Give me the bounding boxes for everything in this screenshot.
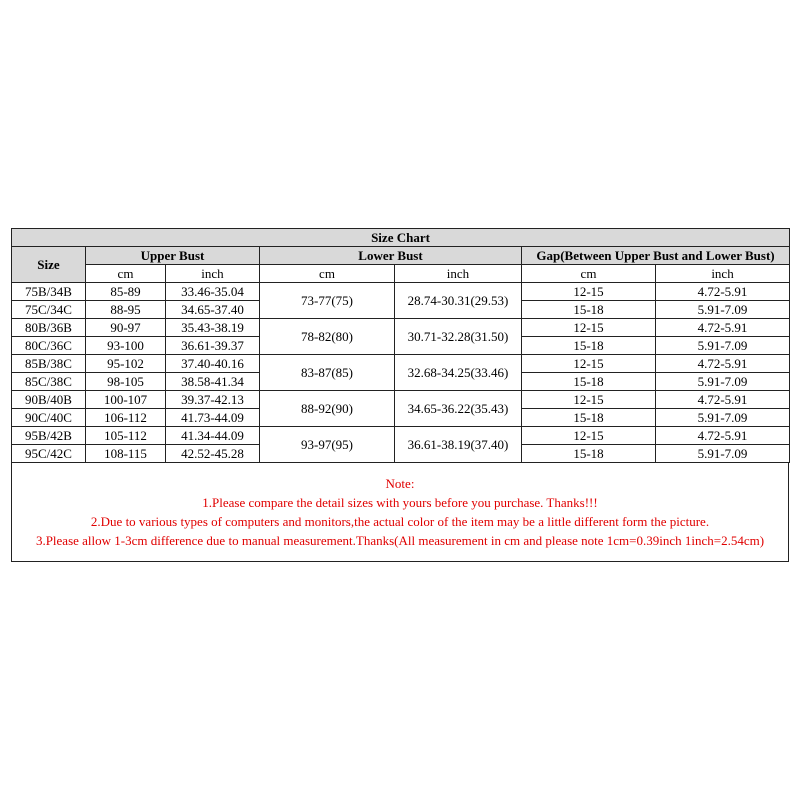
cell-size: 90B/40B	[12, 391, 86, 409]
cell-gap-inch: 5.91-7.09	[656, 373, 790, 391]
table-row	[12, 427, 790, 445]
cell-size: 75B/34B	[12, 283, 86, 301]
cell-gap-inch: 4.72-5.91	[656, 355, 790, 373]
notes-box	[11, 463, 789, 562]
cell-gap-inch: 5.91-7.09	[656, 301, 790, 319]
subheader-lower-inch: inch	[395, 265, 522, 283]
cell-size: 85C/38C	[12, 373, 86, 391]
cell-upper-cm: 93-100	[86, 337, 166, 355]
cell-size: 80C/36C	[12, 337, 86, 355]
cell-upper-inch: 41.73-44.09	[166, 409, 260, 427]
cell-gap-cm: 15-18	[522, 409, 656, 427]
note-title: Note:	[385, 476, 415, 491]
cell-gap-inch: 4.72-5.91	[656, 427, 790, 445]
cell-size: 75C/34C	[12, 301, 86, 319]
cell-upper-cm: 95-102	[86, 355, 166, 373]
table-title: Size Chart	[12, 229, 790, 247]
cell-upper-inch: 34.65-37.40	[166, 301, 260, 319]
note-line-3: 3.Please allow 1-3cm difference due to manual measurement.Thanks(All measurement in cm and please note 1cm=0.39inch 1inch=2.54cm)	[35, 533, 765, 548]
header-lower-bust: Lower Bust	[260, 247, 522, 265]
subheader-upper-inch: inch	[166, 265, 260, 283]
cell-upper-inch: 39.37-42.13	[166, 391, 260, 409]
cell-lower-cm: 88-92(90)	[260, 391, 395, 427]
subheader-gap-inch: inch	[656, 265, 790, 283]
cell-gap-cm: 15-18	[522, 373, 656, 391]
cell-upper-inch: 36.61-39.37	[166, 337, 260, 355]
cell-upper-inch: 37.40-40.16	[166, 355, 260, 373]
subheader-upper-cm: cm	[86, 265, 166, 283]
cell-gap-inch: 5.91-7.09	[656, 337, 790, 355]
subheader-lower-cm: cm	[260, 265, 395, 283]
cell-lower-cm: 78-82(80)	[260, 319, 395, 355]
cell-gap-cm: 12-15	[522, 427, 656, 445]
cell-upper-inch: 35.43-38.19	[166, 319, 260, 337]
cell-upper-inch: 38.58-41.34	[166, 373, 260, 391]
note-line-2: 2.Due to various types of computers and monitors,the actual color of the item may be a little different form the picture.	[90, 514, 710, 529]
cell-size: 85B/38C	[12, 355, 86, 373]
cell-upper-cm: 98-105	[86, 373, 166, 391]
cell-lower-inch: 32.68-34.25(33.46)	[395, 355, 522, 391]
cell-gap-cm: 12-15	[522, 319, 656, 337]
cell-lower-cm: 73-77(75)	[260, 283, 395, 319]
cell-lower-cm: 83-87(85)	[260, 355, 395, 391]
cell-upper-cm: 108-115	[86, 445, 166, 463]
cell-gap-cm: 15-18	[522, 445, 656, 463]
cell-upper-inch: 42.52-45.28	[166, 445, 260, 463]
size-table	[11, 228, 790, 463]
cell-gap-cm: 15-18	[522, 337, 656, 355]
cell-upper-cm: 106-112	[86, 409, 166, 427]
cell-size: 90C/40C	[12, 409, 86, 427]
cell-gap-inch: 5.91-7.09	[656, 445, 790, 463]
cell-upper-cm: 90-97	[86, 319, 166, 337]
cell-upper-cm: 100-107	[86, 391, 166, 409]
cell-gap-cm: 15-18	[522, 301, 656, 319]
cell-gap-cm: 12-15	[522, 355, 656, 373]
cell-gap-inch: 5.91-7.09	[656, 409, 790, 427]
table-row	[12, 355, 790, 373]
size-chart	[11, 228, 789, 562]
cell-lower-inch: 30.71-32.28(31.50)	[395, 319, 522, 355]
cell-gap-cm: 12-15	[522, 391, 656, 409]
cell-size: 95B/42B	[12, 427, 86, 445]
cell-size: 95C/42C	[12, 445, 86, 463]
note-line-1: 1.Please compare the detail sizes with yours before you purchase. Thanks!!!	[202, 495, 598, 510]
cell-gap-inch: 4.72-5.91	[656, 319, 790, 337]
cell-upper-cm: 85-89	[86, 283, 166, 301]
cell-lower-inch: 34.65-36.22(35.43)	[395, 391, 522, 427]
table-row	[12, 319, 790, 337]
cell-lower-inch: 28.74-30.31(29.53)	[395, 283, 522, 319]
header-upper-bust: Upper Bust	[86, 247, 260, 265]
cell-upper-inch: 41.34-44.09	[166, 427, 260, 445]
cell-lower-cm: 93-97(95)	[260, 427, 395, 463]
table-row	[12, 391, 790, 409]
cell-size: 80B/36B	[12, 319, 86, 337]
cell-upper-cm: 105-112	[86, 427, 166, 445]
header-gap: Gap(Between Upper Bust and Lower Bust)	[522, 247, 790, 265]
cell-gap-inch: 4.72-5.91	[656, 283, 790, 301]
cell-gap-inch: 4.72-5.91	[656, 391, 790, 409]
subheader-gap-cm: cm	[522, 265, 656, 283]
table-row	[12, 283, 790, 301]
cell-upper-inch: 33.46-35.04	[166, 283, 260, 301]
cell-lower-inch: 36.61-38.19(37.40)	[395, 427, 522, 463]
header-size: Size	[12, 247, 86, 283]
cell-upper-cm: 88-95	[86, 301, 166, 319]
cell-gap-cm: 12-15	[522, 283, 656, 301]
